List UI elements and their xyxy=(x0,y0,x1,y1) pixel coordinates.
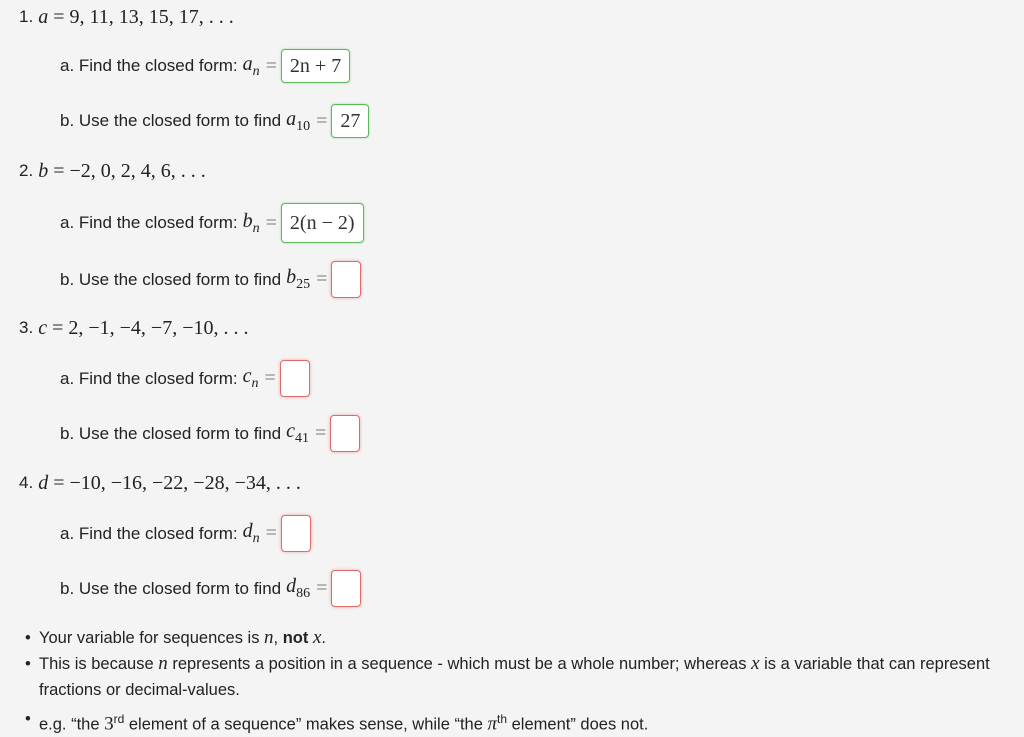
note-text: element of a sequence” makes sense, while “the xyxy=(124,715,488,734)
part-b-label: b. Use the closed form to find xyxy=(60,269,282,289)
sequence-terms: = 2, −1, −4, −7, −10, . . . xyxy=(52,316,249,339)
term-variable: c xyxy=(286,420,295,442)
part-a-label: a. Find the closed form: xyxy=(60,56,238,75)
math-x: x xyxy=(312,627,322,648)
problem-number: 4. xyxy=(19,473,34,492)
note-explanation xyxy=(25,651,1015,703)
math-3: 3 xyxy=(104,713,114,735)
sequence-variable: d xyxy=(38,471,49,494)
equals-sign: = xyxy=(316,268,328,290)
sequence-variable: c xyxy=(38,316,48,339)
problem-4-part-b xyxy=(60,570,361,607)
math-n: n xyxy=(264,627,274,648)
problem-4-part-a xyxy=(60,515,311,552)
note-text: is a variable that can represent fractions or decimal-values. xyxy=(39,655,990,699)
note-text: element” does not. xyxy=(507,715,649,734)
problem-3-part-b xyxy=(60,415,360,452)
problem-1-part-b xyxy=(60,103,369,139)
problem-3-part-a xyxy=(60,360,310,397)
superscript-rd: rd xyxy=(113,712,125,726)
sequence-variable: b xyxy=(38,159,49,182)
part-b-label: b. Use the closed form to find xyxy=(60,578,282,598)
sequence-terms: = −2, 0, 2, 4, 6, . . . xyxy=(53,159,206,182)
answer-input-empty[interactable] xyxy=(280,360,310,397)
problem-4-header xyxy=(19,471,301,495)
term-subscript: 41 xyxy=(295,431,309,446)
equals-sign: = xyxy=(316,577,328,599)
term-subscript: 10 xyxy=(296,118,311,134)
term-variable: d xyxy=(286,575,297,597)
equals-sign: = xyxy=(264,367,276,389)
answer-input-empty[interactable] xyxy=(331,261,361,298)
term-variable: a xyxy=(286,107,297,130)
problem-3-header xyxy=(19,316,248,340)
problem-2-header xyxy=(19,159,206,183)
part-a-label: a. Find the closed form: xyxy=(60,368,238,388)
term-variable: a xyxy=(242,52,253,75)
equals-sign: = xyxy=(315,422,327,444)
term-subscript: n xyxy=(252,531,260,546)
part-a-label: a. Find the closed form: xyxy=(60,523,238,543)
part-a-label: a. Find the closed form: xyxy=(60,213,238,232)
problem-2-part-b xyxy=(60,261,361,298)
note-text: Your variable for sequences is xyxy=(39,629,265,647)
term-subscript: n xyxy=(251,376,259,391)
note-bold: not xyxy=(282,629,309,647)
superscript-th: th xyxy=(497,712,508,726)
part-b-label: b. Use the closed form to find xyxy=(60,423,282,443)
problem-number: 3. xyxy=(19,318,34,337)
math-x: x xyxy=(751,653,760,674)
equals-sign: = xyxy=(316,109,328,132)
note-variable-n xyxy=(25,625,1015,651)
term-subscript: n xyxy=(252,220,260,236)
answer-input-correct[interactable]: 2n + 7 xyxy=(281,49,350,83)
equals-sign: = xyxy=(265,54,277,77)
bullet-icon: • xyxy=(25,629,31,647)
problem-1-part-a xyxy=(60,48,350,84)
answer-input-empty[interactable] xyxy=(331,570,361,607)
answer-input-empty[interactable] xyxy=(281,515,311,552)
answer-input-correct[interactable]: 27 xyxy=(331,104,369,138)
bullet-icon: • xyxy=(25,655,31,673)
term-variable: c xyxy=(242,365,252,387)
note-text: This is because xyxy=(39,655,159,673)
term-subscript: 25 xyxy=(296,277,311,292)
term-subscript: n xyxy=(252,63,260,79)
part-b-label: b. Use the closed form to find xyxy=(60,111,282,130)
answer-input-empty[interactable] xyxy=(330,415,360,452)
sequence-terms: = 9, 11, 13, 15, 17, . . . xyxy=(53,5,234,28)
problem-number: 1. xyxy=(19,7,34,26)
equals-sign: = xyxy=(265,211,277,234)
equals-sign: = xyxy=(265,522,277,544)
note-text: e.g. “the xyxy=(39,715,105,734)
term-subscript: 86 xyxy=(296,586,311,601)
term-variable: d xyxy=(242,520,253,542)
note-text: , xyxy=(273,629,283,647)
sequence-terms: = −10, −16, −22, −28, −34, . . . xyxy=(53,471,301,494)
answer-input-correct[interactable]: 2(n − 2) xyxy=(281,203,364,243)
math-pi: π xyxy=(487,713,498,735)
term-variable: b xyxy=(242,209,253,232)
math-n: n xyxy=(158,653,168,674)
note-text: represents a position in a sequence - which must be a whole number; whereas xyxy=(167,655,752,673)
problem-1-header xyxy=(19,5,234,29)
sequence-variable: a xyxy=(38,5,49,28)
note-text: . xyxy=(321,629,326,647)
term-variable: b xyxy=(286,266,297,288)
problem-number: 2. xyxy=(19,161,34,180)
bullet-icon: • xyxy=(25,710,31,728)
problem-2-part-a xyxy=(60,203,364,243)
note-example xyxy=(25,706,1015,737)
